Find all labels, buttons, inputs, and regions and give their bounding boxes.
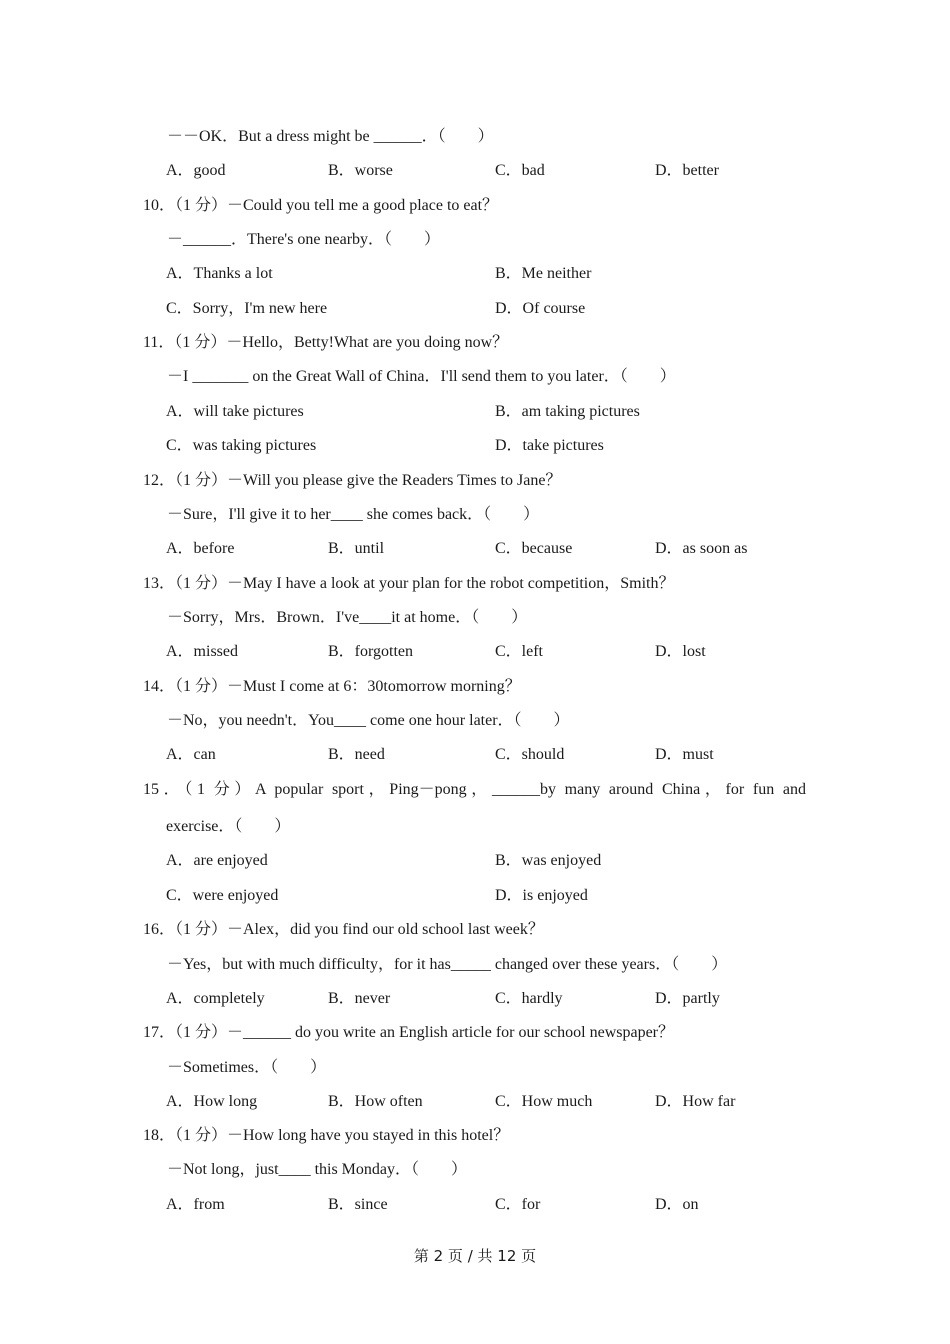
question-18-answer-line: －Not long，just____ this Monday．（ ） [167, 1161, 468, 1178]
question-14-option-c: C．should [495, 746, 565, 763]
question-10-option-d: D．Of course [495, 300, 586, 317]
question-10-head: 10．（1 分）－Could you tell me a good place to eat？ [143, 197, 499, 214]
question-16-option-d: D．partly [655, 990, 720, 1007]
question-12-answer-line: －Sure，I'll give it to her____ she comes back．（ ） [167, 506, 540, 523]
page-footer: 第 2 页 / 共 12 页 [413, 1247, 537, 1265]
question-18-option-a: A．from [166, 1196, 225, 1213]
question-17-option-a: A．How long [166, 1093, 258, 1110]
question-13-option-d: D．lost [655, 643, 706, 660]
question-12-option-b: B．until [328, 540, 385, 557]
question-17-option-b: B．How often [328, 1093, 423, 1110]
question-12-head: 12．（1 分）－Will you please give the Readers Times to Jane？ [143, 472, 562, 489]
question-11-option-b: B．am taking pictures [495, 403, 640, 420]
question-9-option-b: B．worse [328, 162, 393, 179]
question-15-answer-line: exercise．（ ） [166, 818, 291, 835]
question-10-option-c: C．Sorry，I'm new here [166, 300, 328, 317]
question-13-answer-line: －Sorry，Mrs．Brown．I've____it at home．（ ） [167, 609, 528, 626]
question-11-option-d: D．take pictures [495, 437, 604, 454]
question-14-answer-line: －No，you needn't．You____ come one hour later．（ ） [167, 712, 570, 729]
question-17-head: 17．（1 分）－______ do you write an English article for our school newspaper？ [143, 1024, 675, 1041]
question-18-option-c: C．for [495, 1196, 541, 1213]
question-9-option-a: A．good [166, 162, 226, 179]
question-16-head: 16．（1 分）－Alex，did you find our old school last week？ [143, 921, 544, 938]
question-16-option-a: A．completely [166, 990, 265, 1007]
question-18-head: 18．（1 分）－How long have you stayed in this hotel？ [143, 1127, 510, 1144]
question-15-head: 15．（1 分）A popular sport，Ping－pong，______by many around China，for fun and [143, 781, 806, 798]
question-15-option-c: C．were enjoyed [166, 887, 279, 904]
question-18-option-b: B．since [328, 1196, 388, 1213]
question-17-option-c: C．How much [495, 1093, 593, 1110]
question-9-answer-line: －－OK．But a dress might be ______．（ ） [167, 128, 494, 145]
question-9-option-d: D．better [655, 162, 719, 179]
question-16-option-c: C．hardly [495, 990, 563, 1007]
question-13-option-c: C．left [495, 643, 543, 660]
question-16-answer-line: －Yes，but with much difficulty，for it has_____ changed over these years．（ ） [167, 956, 728, 973]
question-10-option-a: A．Thanks a lot [166, 265, 273, 282]
question-13-head: 13．（1 分）－May I have a look at your plan for the robot competition，Smith？ [143, 575, 675, 592]
question-15-option-a: A．are enjoyed [166, 852, 268, 869]
question-14-option-d: D．must [655, 746, 714, 763]
question-11-answer-line: －I _______ on the Great Wall of China．I'll send them to you later．（ ） [167, 368, 676, 385]
question-10-option-b: B．Me neither [495, 265, 592, 282]
question-12-option-a: A．before [166, 540, 235, 557]
question-16-option-b: B．never [328, 990, 391, 1007]
question-12-option-c: C．because [495, 540, 573, 557]
question-14-option-a: A．can [166, 746, 216, 763]
question-11-option-a: A．will take pictures [166, 403, 304, 420]
question-15-option-b: B．was enjoyed [495, 852, 602, 869]
question-15-option-d: D．is enjoyed [495, 887, 588, 904]
question-11-head: 11．（1 分）－Hello，Betty!What are you doing now？ [143, 334, 509, 351]
question-17-answer-line: －Sometimes．（ ） [167, 1059, 327, 1076]
question-9-option-c: C．bad [495, 162, 545, 179]
question-13-option-a: A．missed [166, 643, 239, 660]
question-18-option-d: D．on [655, 1196, 699, 1213]
question-17-option-d: D．How far [655, 1093, 736, 1110]
question-10-answer-line: －______．There's one nearby．（ ） [167, 231, 441, 248]
question-14-option-b: B．need [328, 746, 385, 763]
question-14-head: 14．（1 分）－Must I come at 6：30tomorrow morning？ [143, 678, 521, 695]
question-13-option-b: B．forgotten [328, 643, 414, 660]
question-11-option-c: C．was taking pictures [166, 437, 317, 454]
question-12-option-d: D．as soon as [655, 540, 748, 557]
